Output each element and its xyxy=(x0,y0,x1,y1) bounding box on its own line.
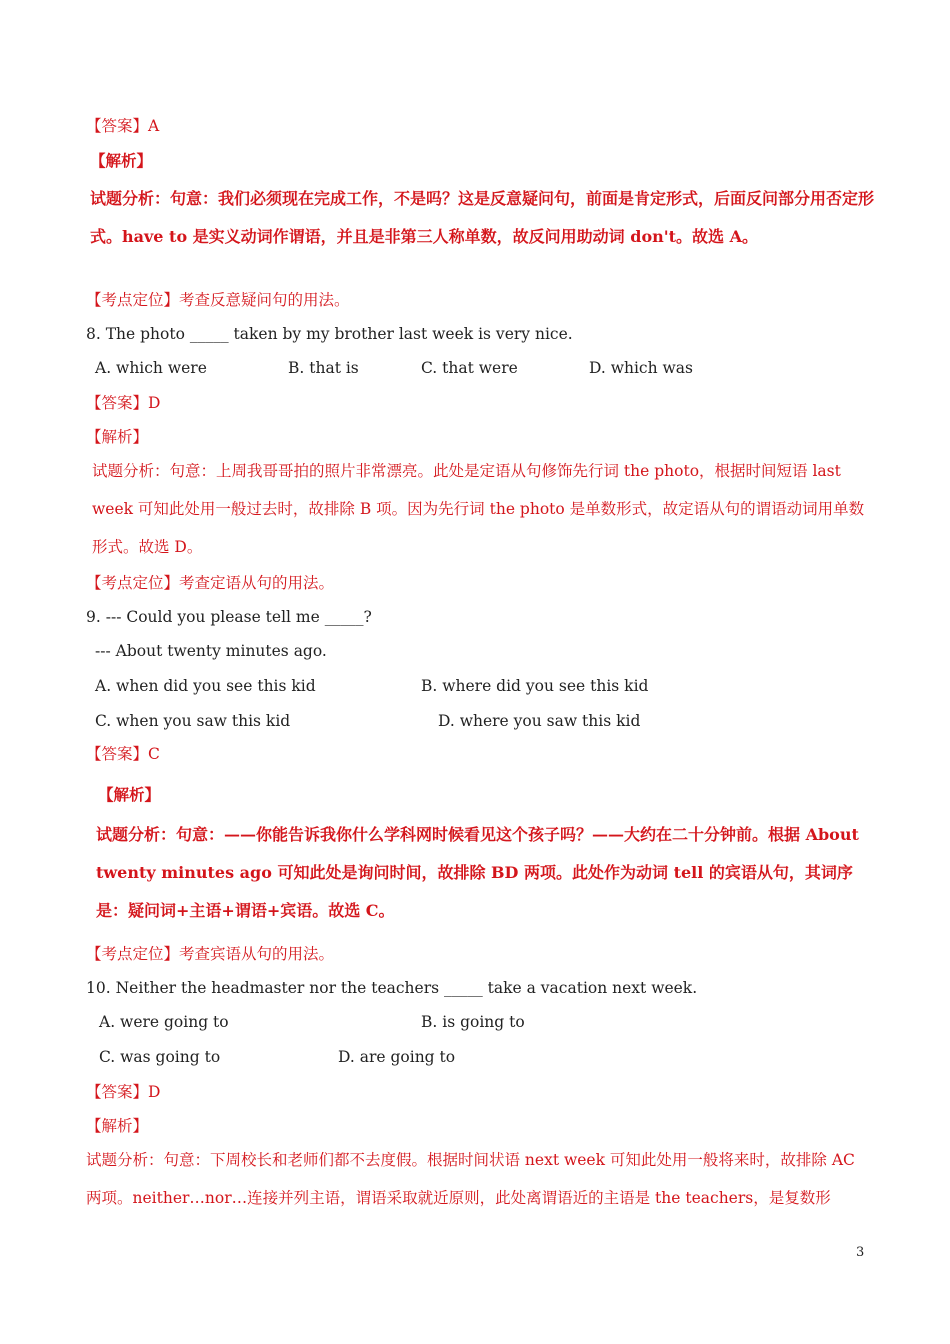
q8-question: 8. The photo _____ taken by my brother last week is very nice. xyxy=(86,325,573,343)
q9-question: 9. --- Could you please tell me _____? xyxy=(86,608,372,626)
q7-point: 【考点定位】考查反意疑问句的用法。 xyxy=(86,291,350,309)
q10-question: 10. Neither the headmaster nor the teachers _____ take a vacation next week. xyxy=(86,979,698,997)
q9-point: 【考点定位】考查宾语从句的用法。 xyxy=(86,945,335,963)
q7-analysis-label: 【解析】 xyxy=(90,151,153,170)
q10-option-d: D. are going to xyxy=(338,1048,456,1066)
q9-answer: 【答案】C xyxy=(86,745,160,763)
q8-answer: 【答案】D xyxy=(86,394,161,412)
q9-option-c: C. when you saw this kid xyxy=(95,712,291,730)
q9-analysis-text: 试题分析：句意：——你能告诉我你什么学科网时候看见这个孩子吗？——大约在二十分钟前。根据 About twenty minutes ago 可知此处是询问时间，故排除 BD 两项。此处作为动词 tell 的宾语从句，其词序是：疑问词+主语+谓语+宾语。故选 C。 xyxy=(96,825,859,920)
q9-analysis-label: 【解析】 xyxy=(98,785,161,804)
q8-option-b: B. that is xyxy=(288,359,359,377)
q9-reply: --- About twenty minutes ago. xyxy=(95,642,327,660)
q8-option-c: C. that were xyxy=(421,359,518,377)
q10-analysis-text: 试题分析：句意：下周校长和老师们都不去度假。根据时间状语 next week 可知此处用一般将来时，故排除 AC 两项。neither…nor…连接并列主语，谓语采取就近原则，此处离谓语近的主语是 the teachers，是复数形 xyxy=(86,1151,855,1207)
q8-analysis-text: 试题分析：句意：上周我哥哥拍的照片非常漂亮。此处是定语从句修饰先行词 the photo，根据时间短语 last week 可知此处用一般过去时，故排除 B 项。因为先行词 the photo 是单数形式，故定语从句的谓语动词用单数形式。故选 D。 xyxy=(92,462,865,556)
q8-option-a: A. which were xyxy=(95,359,207,377)
q10-option-a: A. were going to xyxy=(99,1013,229,1031)
q7-answer: 【答案】A xyxy=(86,117,160,135)
q10-option-c: C. was going to xyxy=(99,1048,221,1066)
q9-option-b: B. where did you see this kid xyxy=(421,677,649,695)
q8-option-d: D. which was xyxy=(589,359,693,377)
q8-point: 【考点定位】考查定语从句的用法。 xyxy=(86,574,335,592)
q7-analysis-text: 试题分析：句意：我们必须现在完成工作，不是吗？这是反意疑问句，前面是肯定形式，后面反问部分用否定形式。have to 是实义动词作谓语，并且是非第三人称单数，故反问用助动词 don't。故选 A。 xyxy=(90,189,875,246)
page-number: 3 xyxy=(856,1245,865,1260)
q10-answer: 【答案】D xyxy=(86,1083,161,1101)
q10-option-b: B. is going to xyxy=(421,1013,525,1031)
q10-analysis-label: 【解析】 xyxy=(86,1117,149,1135)
q9-option-a: A. when did you see this kid xyxy=(95,677,316,695)
q8-analysis-label: 【解析】 xyxy=(86,428,149,446)
q9-option-d: D. where you saw this kid xyxy=(438,712,641,730)
